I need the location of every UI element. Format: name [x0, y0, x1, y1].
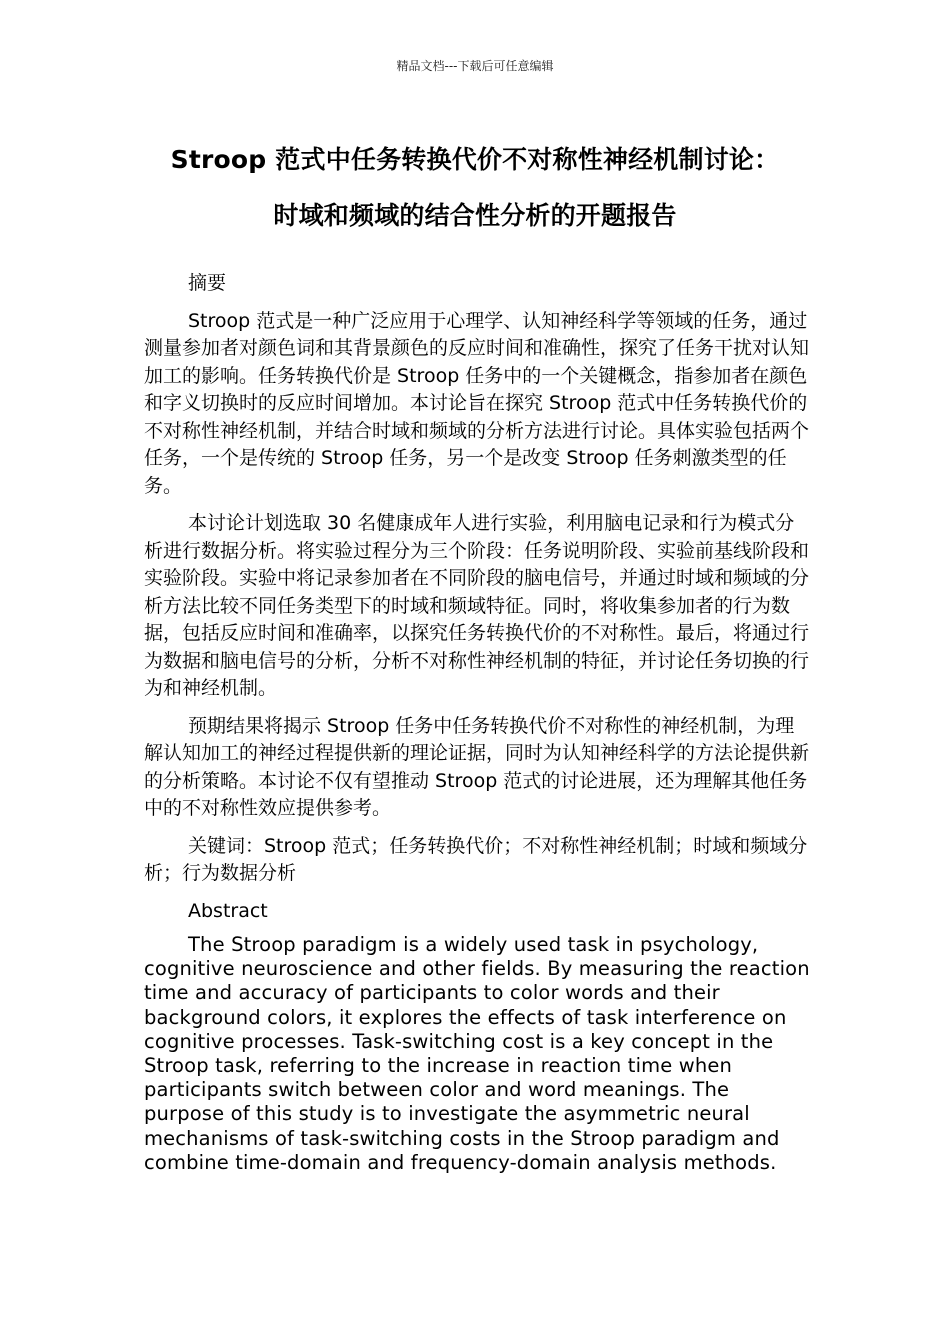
title-line-2: 时域和频域的结合性分析的开题报告	[273, 201, 677, 230]
abstract-en-heading: Abstract	[188, 899, 268, 922]
abstract-en-paragraph: The Stroop paradigm is a widely used task in psychology, cognitive neuroscience and other fields. By measuring the reaction time and accuracy of participants to color words and their background colors, it explores the effects of task interference on cognitive processes. Task-switching cost is a key concept in the Stroop task, referring to the increase in reaction time when participants switch between color and word meanings. The purpose of this study is to investigate the asymmetric neural mechanisms of task-switching costs in the Stroop paradigm and combine time-domain and frequency-domain analysis methods.	[144, 933, 810, 1174]
document-body	[144, 270, 812, 1175]
abstract-cn-paragraph-3: 预期结果将揭示 Stroop 任务中任务转换代价不对称性的神经机制，为理解认知加工的神经过程提供新的理论证据，同时为认知神经科学的方法论提供新的分析策略。本讨论不仅有望推动 Stroop 范式的讨论进展，还为理解其他任务中的不对称性效应提供参考。	[144, 714, 810, 819]
abstract-cn-paragraph-1: Stroop 范式是一种广泛应用于心理学、认知神经科学等领域的任务，通过测量参加者对颜色词和其背景颜色的反应时间和准确性，探究了任务干扰对认知加工的影响。任务转换代价是 Stroop 任务中的一个关键概念，指参加者在颜色和字义切换时的反应时间增加。本讨论旨在探究 Stroop 范式中任务转换代价的不对称性神经机制，并结合时域和频域的分析方法进行讨论。具体实验包括两个任务，一个是传统的 Stroop 任务，另一个是改变 Stroop 任务刺激类型的任务。	[144, 309, 810, 497]
abstract-cn-heading: 摘要	[188, 272, 227, 294]
title-line-1: Stroop 范式中任务转换代价不对称性神经机制讨论：	[170, 145, 780, 174]
keywords: 关键词：Stroop 范式；任务转换代价；不对称性神经机制；时域和频域分析；行为数据分析	[144, 834, 808, 884]
abstract-cn-paragraph-2: 本讨论计划选取 30 名健康成年人进行实验，利用脑电记录和行为模式分析进行数据分析。将实验过程分为三个阶段：任务说明阶段、实验前基线阶段和实验阶段。实验中将记录参加者在不同阶段的脑电信号，并通过时域和频域的分析方法比较不同任务类型下的时域和频域特征。同时，将收集参加者的行为数据，包括反应时间和准确率，以探究任务转换代价的不对称性。最后，将通过行为数据和脑电信号的分析，分析不对称性神经机制的特征，并讨论任务切换的行为和神经机制。	[144, 512, 810, 699]
page-header: 精品文档---下载后可任意编辑	[396, 59, 554, 73]
